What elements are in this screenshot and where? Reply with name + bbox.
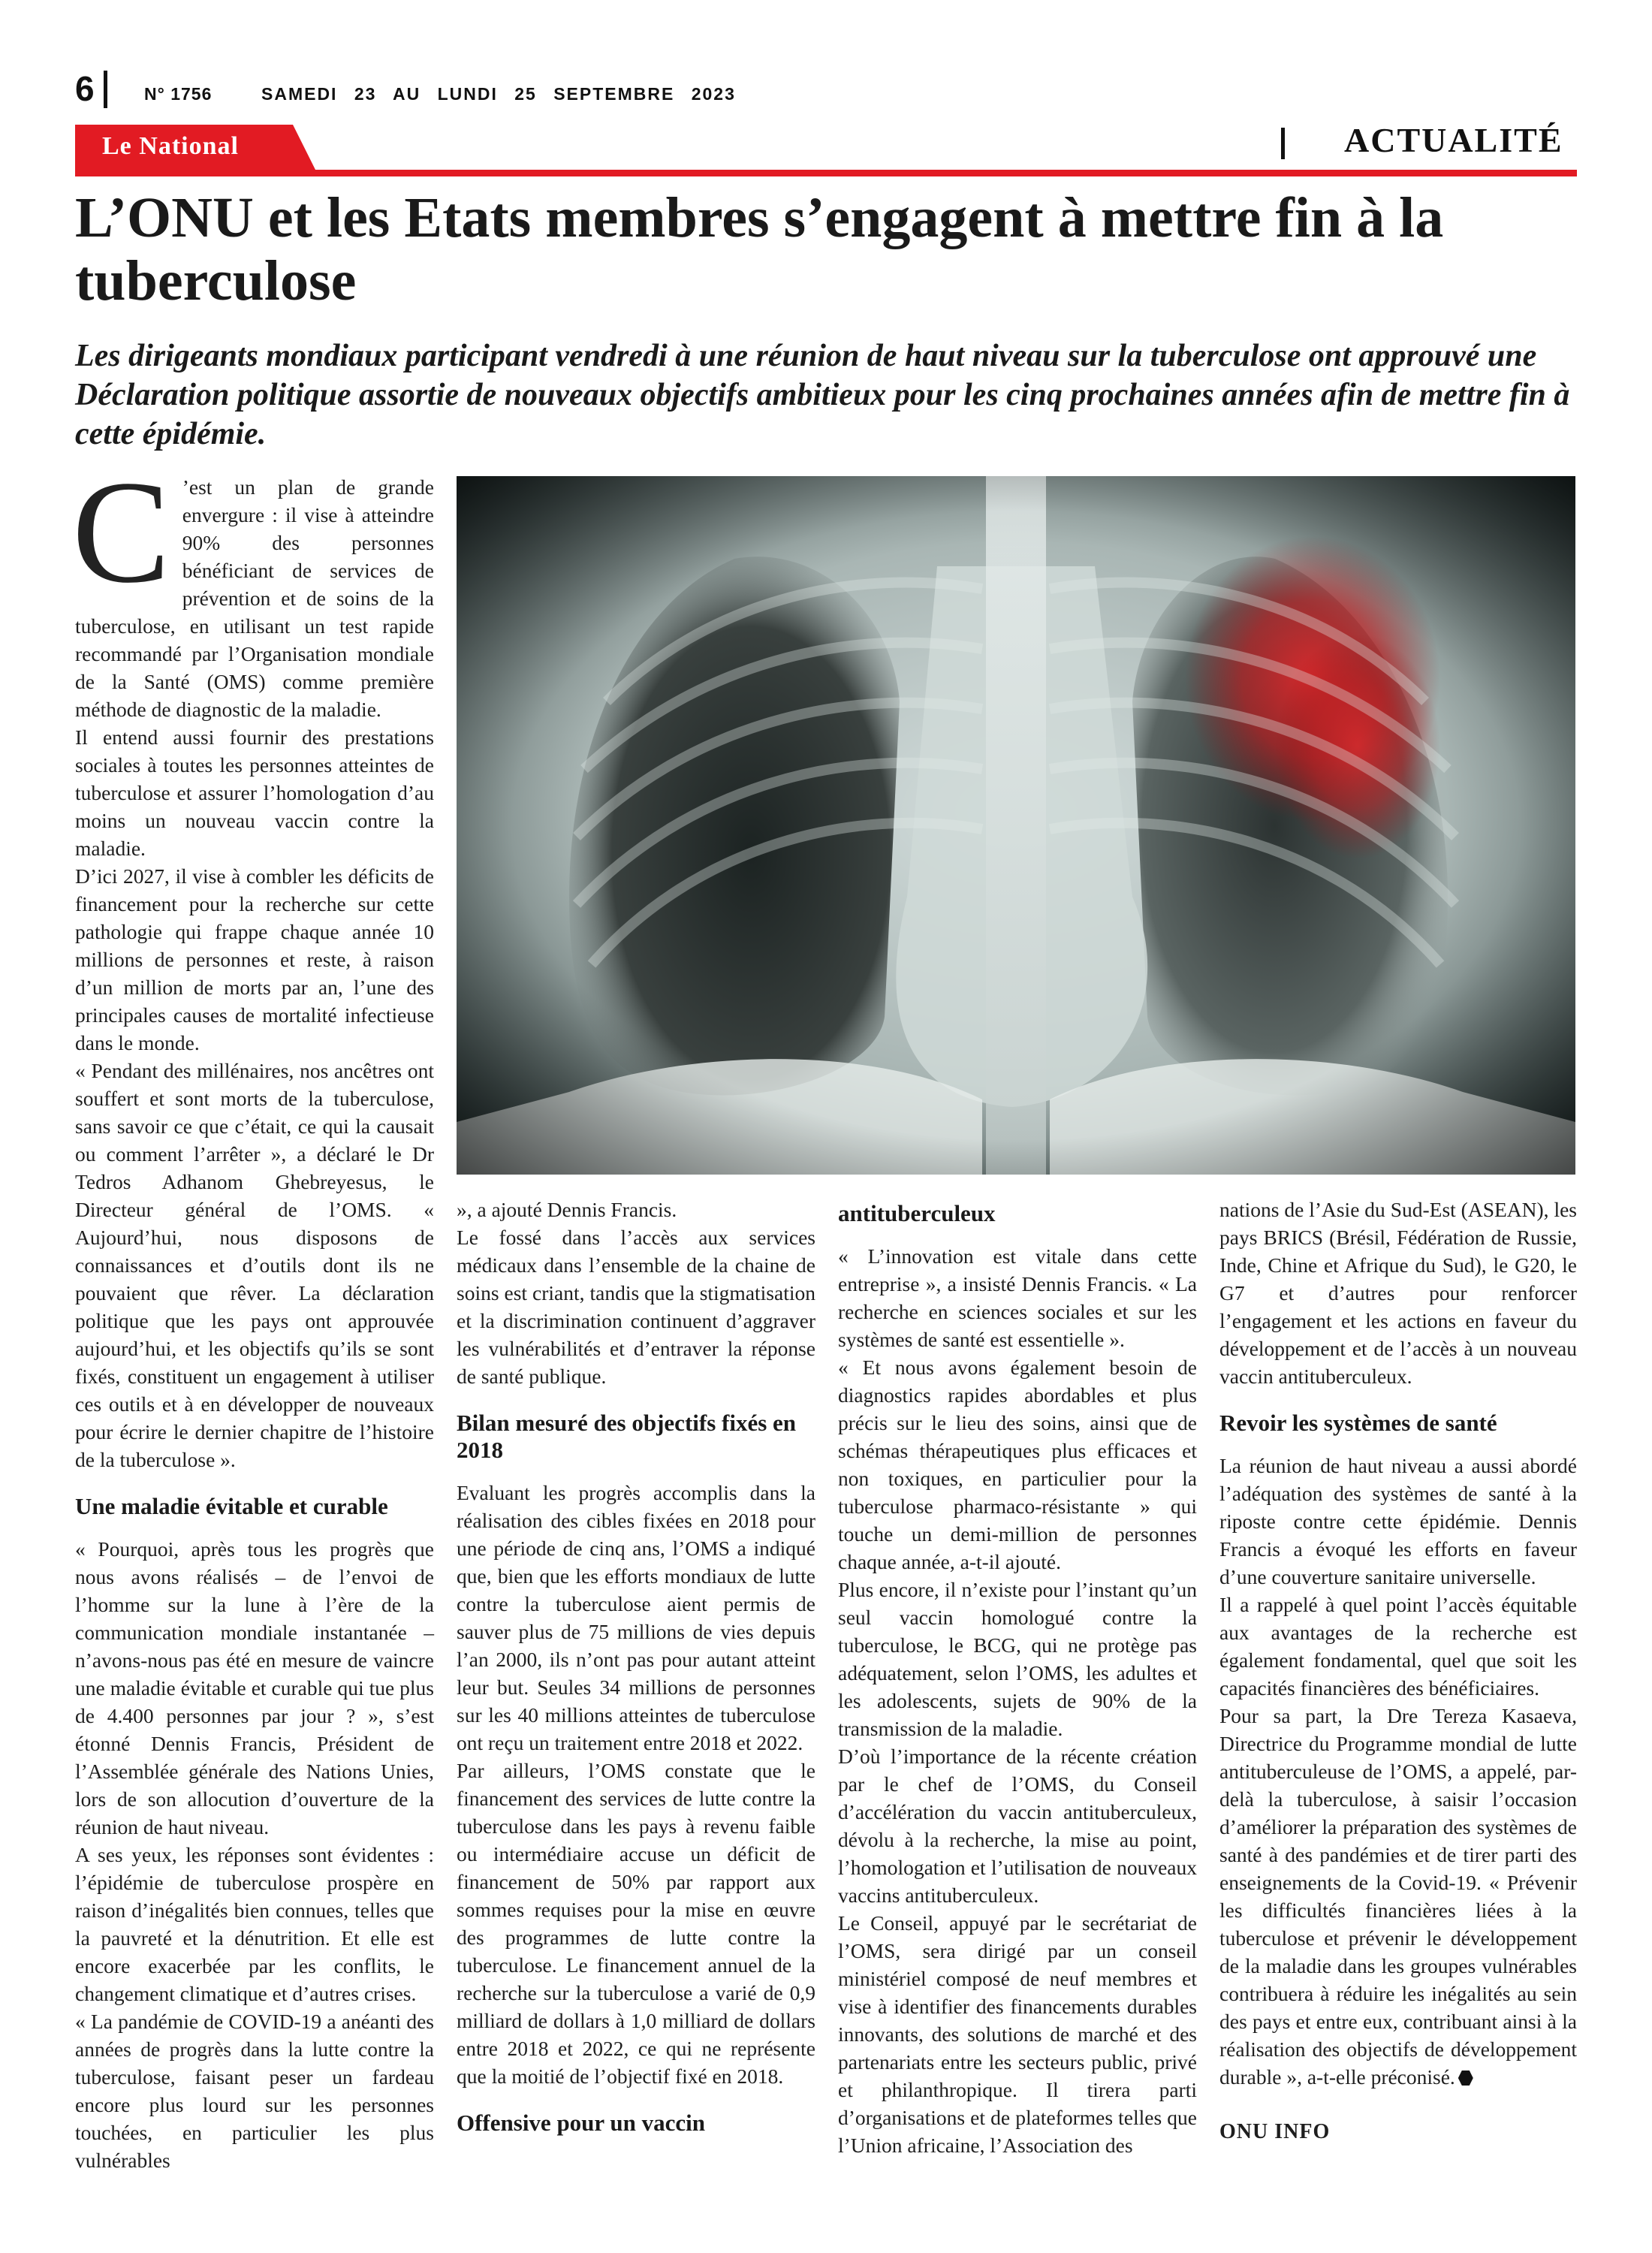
rubric-divider: [1281, 128, 1285, 159]
paragraph: D’ici 2027, il vise à combler les déficits de financement pour la recherche sur cette pathologie qui frappe chaque année 10 millions de personnes et reste, à raison d’un million de morts par an, l’une des principales causes de mortalité infectieuse dans le monde.: [75, 864, 434, 1054]
text-column-4: [1219, 1196, 1577, 2146]
paragraph: Le Conseil, appuyé par le secrétariat de l’OMS, sera dirigé par un conseil ministériel composé de neuf membres et vise à identifier des financements durables innovants, des solutions de marché et des partenariats entre les secteurs public, privé et philanthropique. Il tirera parti d’organisations et de plateformes telles que l’Union africaine, l’Association des: [838, 1911, 1197, 2157]
paragraph: nations de l’Asie du Sud-Est (ASEAN), les pays BRICS (Brésil, Fédération de Russie, Inde, Chine et Afrique du Sud), le G20, le G7 et d’autres pour renforcer l’engagement et les actions en faveur du développement et de l’accès à un nouveau vaccin antituberculeux.: [1219, 1198, 1577, 1388]
subheading: Bilan mesuré des objectifs fixés en 2018: [457, 1410, 797, 1463]
paragraph: Le fossé dans l’accès aux services médicaux dans l’ensemble de la chaine de soins est criant, tandis que la stigmatisation et la discrimination continuent d’aggraver les vulnérabilités et d’entraver la réponse de santé publique.: [457, 1226, 815, 1388]
paragraph: Pour sa part, la Dre Tereza Kasaeva, Directrice du Programme mondial de lutte antituberculeuse de l’OMS, a appelé, par-delà la tuberculose, à saisir l’occasion d’améliorer la préparation des systèmes de santé à des pandémies et de tirer parti des enseignements de la Covid-19. « Prévenir les difficultés financières liées à la tuberculose et prévenir le développement de la maladie dans les groupes vulnérables contribuera à réduire les inégalités au sein des pays et entre eux, contribuant ainsi à la réalisation des objectifs de développement durable », a-t-elle préconisé.: [1219, 1704, 1577, 2089]
byline: ONU INFO: [1219, 2120, 1331, 2143]
subheading: Une maladie évitable et curable: [75, 1493, 388, 1519]
article-title: L’ONU et les Etats membres s’engagent à mettre fin à la tuberculose: [75, 186, 1444, 312]
issue-number: N° 1756: [144, 84, 213, 104]
page-number: 6: [75, 69, 95, 108]
text-column-3: [838, 1196, 1197, 2159]
paragraph: Plus encore, il n’existe pour l’instant qu’un seul vaccin homologué contre la tuberculose, le BCG, qui ne protège pas adéquatement, selon l’OMS, les adultes et les adolescents, sujets de 90% de la transmission de la maladie.: [838, 1578, 1197, 1740]
chest-xray-image: [457, 476, 1575, 1175]
paragraph: « La pandémie de COVID-19 a anéanti des années de progrès dans la lutte contre la tuberculose, faisant peser un fardeau encore plus lourd sur les personnes touchées, en particulier les plus vulnérables: [75, 2010, 434, 2172]
paragraph: D’où l’importance de la récente création par le chef de l’OMS, du Conseil d’accélération du vaccin antituberculeux, dévolu à la recherche, la mise au point, l’homologation et l’utilisation de nouveaux vaccins antituberculeux.: [838, 1745, 1197, 1907]
paragraph: », a ajouté Dennis Francis.: [457, 1198, 677, 1221]
paragraph: « Et nous avons également besoin de diagnostics rapides abordables et plus précis sur le lieu des soins, ainsi que de schémas thérapeutiques plus efficaces et non toxiques, en particulier pour la tuberculose pharmaco-résistante » qui touche un demi-million de personnes chaque année, a-t-il ajouté.: [838, 1356, 1197, 1573]
page-number-divider: [104, 71, 107, 108]
text-column-1: [72, 451, 434, 2174]
paragraph: La réunion de haut niveau a aussi abordé l’adéquation des systèmes de santé à la riposte contre cette épidémie. Dennis Francis a évoqué les efforts en faveur d’une couverture sanitaire universelle.: [1219, 1454, 1577, 1588]
paragraph: A ses yeux, les réponses sont évidentes : l’épidémie de tuberculose prospère en raison d’inégalités bien connues, telles que la pauvreté et la dénutrition. Et elle est encore exacerbée par les conflits, le changement climatique et d’autres crises.: [75, 1843, 434, 2005]
paragraph: « L’innovation est vitale dans cette entreprise », a insisté Dennis Francis. « La recherche en sciences sociales et sur les systèmes de santé est essentielle ».: [838, 1244, 1197, 1351]
header-rule: [75, 170, 1577, 176]
text-column-2: [457, 1196, 815, 2152]
subheading-continued: antituberculeux: [838, 1200, 996, 1226]
paragraph: « Pourquoi, après tous les progrès que nous avons réalisés – de l’envoi de l’homme sur la lune à l’ère de la communication mondiale instantanée – n’avons-nous pas été en mesure de vaincre une maladie évitable et curable qui tue plus de 4.400 personnes par jour ? », s’est étonné Dennis Francis, Président de l’Assemblée générale des Nations Unies, lors de son allocution d’ouverture de la réunion de haut niveau.: [75, 1537, 434, 1838]
paragraph: Par ailleurs, l’OMS constate que le financement des services de lutte contre la tuberculose dans les pays à revenu faible ou intermédiaire accuse un déficit de financement de 50% par rapport aux sommes requises pour la mise en œuvre des programmes de lutte contre la tuberculose. Le financement annuel de la recherche sur la tuberculose a varié de 0,9 milliard de dollars à 1,0 milliard de dollars entre 2018 et 2022, ce qui ne représente que la moitié de l’objectif fixé en 2018.: [457, 1759, 815, 2088]
subheading: Offensive pour un vaccin: [457, 2110, 705, 2136]
paragraph: « Pendant des millénaires, nos ancêtres ont souffert et sont morts de la tuberculose, sans savoir ce que c’était, ce qui la causait ou comment l’arrêter », a déclaré le Dr Tedros Adhanom Ghebreyesus, le Directeur général de l’OMS. « Aujourd’hui, nous disposons de connaissances et d’outils dont ils ne pouvaient que rêver. La déclaration politique que les pays ont approuvée aujourd’hui, et les objectifs qu’ils se sont fixés, constituent un engagement à utiliser ces outils et à en développer de nouveaux pour écrire le dernier chapitre de l’histoire de la tuberculose ».: [75, 1059, 434, 1471]
paragraph: Il a rappelé à quel point l’accès équitable aux avantages de la recherche est également fondamental, quel que soit les capacités financières des bénéficiaires.: [1219, 1593, 1577, 1700]
section-rubric: ACTUALITÉ: [1344, 121, 1563, 159]
chest-xray-photo: [457, 476, 1575, 1175]
subheading: Revoir les systèmes de santé: [1219, 1410, 1497, 1436]
end-mark-icon: [1458, 2071, 1473, 2086]
paragraph: Il entend aussi fournir des prestations sociales à toutes les personnes atteintes de tuberculose et assurer l’homologation d’au moins un nouveau vaccin contre la maladie.: [75, 725, 434, 860]
newspaper-brand: Le National: [102, 132, 239, 160]
paragraph: C ’est un plan de grande envergure : il vise à atteindre 90% des personnes bénéficiant de services de prévention et de soins de la tuberculose, en utilisant un test rapide recommandé par l’Organisation mondiale de la Santé (OMS) comme première méthode de diagnostic de la maladie.: [72, 451, 434, 721]
issue-date: SAMEDI 23 AU LUNDI 25 SEPTEMBRE 2023: [261, 84, 736, 104]
drop-cap: C: [72, 451, 170, 614]
paragraph: Evaluant les progrès accomplis dans la réalisation des cibles fixées en 2018 pour une période de cinq ans, l’OMS a indiqué que, bien que les efforts mondiaux de lutte contre la tuberculose aient permis de sauver plus de 75 millions de vies depuis l’an 2000, ils n’ont pas pour autant atteint leur but. Seules 34 millions de personnes sur les 40 millions atteintes de tuberculose ont reçu un traitement entre 2018 et 2022.: [457, 1481, 815, 1754]
article-standfirst: Les dirigeants mondiaux participant vendredi à une réunion de haut niveau sur la tuberculose ont approuvé une Déclaration politique assortie de nouveaux objectifs ambitieux pour les cinq prochaines années afin de mettre fin à cette épidémie.: [75, 339, 1570, 451]
